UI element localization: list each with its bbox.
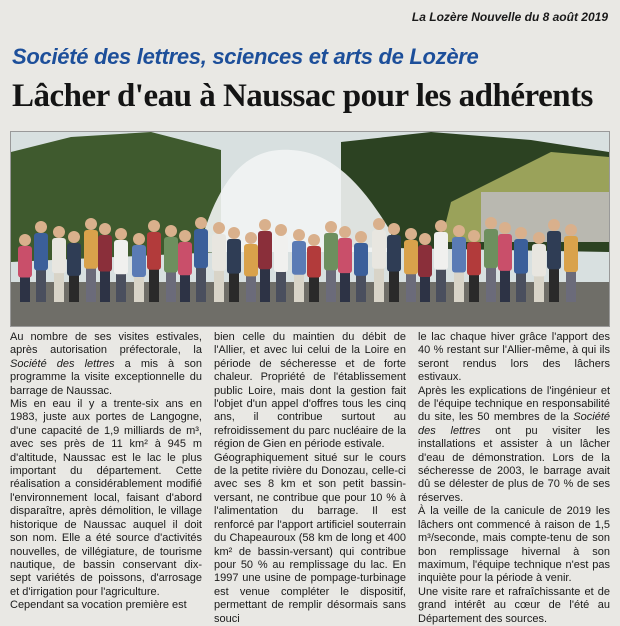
paragraph: le lac chaque hiver grâce l'apport des 40 % restant sur l'Allier-même, à qui ils seront rendus lors des lâchers estivaux.	[418, 331, 610, 384]
photo-crowd	[18, 217, 578, 302]
society-name: Société des lettres	[10, 357, 115, 370]
photo-person	[547, 219, 561, 302]
masthead	[0, 10, 608, 24]
photo-person	[194, 217, 208, 302]
article-column-1	[10, 331, 202, 612]
photo-illustration	[11, 132, 609, 326]
paragraph: Mis en eau il y a trente-six ans en 1983, juste aux portes de Langogne, d'une capacité de 1,9 milliards de m³, avec ses près de 11 km² à 945 m d'altitude, Naussac est le lac le plus important du département. Cette réalisation a considérablement modifié l'environnement local, faisant d'abord disparaître, après démolition, le village historique de Naussac auquel il doit son nom. Elle a été source d'activités nouvelles, de villégiature, de tourisme nautique, de bassin conservant dix-sept variétés de poissons, d'arrosage et d'irrigation pour l'agriculture.	[10, 398, 202, 598]
section-kicker: Société des lettres, sciences et arts de Lozère	[12, 44, 479, 69]
photo-person	[484, 217, 498, 302]
paragraph: Une visite rare et rafraîchissante et de grand intérêt au cœur de l'été au Département des sources.	[418, 585, 610, 625]
photo-person	[84, 218, 98, 302]
article-column-2	[214, 331, 406, 625]
photo-person	[147, 220, 161, 302]
group-photo	[10, 131, 610, 327]
paragraph: Au nombre de ses visites estivales, après autorisation préfectorale, la Société des lettres a mis à son programme la visite exceptionnelle du barrage de Naussac.	[10, 331, 202, 397]
photo-person	[258, 219, 272, 302]
paragraph: À la veille de la canicule de 2019 les lâchers ont commencé à raison de 1,5 m³/seconde, mais compte-tenu de son bon remplissage hivernal à son maximum, l'équipe technique n'est pas inquiète pour la période à venir.	[418, 505, 610, 585]
society-name: Société des lettres	[418, 411, 610, 437]
paragraph: Après les explications de l'ingénieur et de l'équipe technique en responsabilité du site, les 50 membres de la Société des lettres ont pu visiter les installations et assister à un lâcher d'eau de démonstration. Lors de la sécheresse de 2003, le barrage avait dû se délester de plus de 70 % de ses réserves.	[418, 384, 611, 504]
paragraph: Cependant sa vocation première est	[10, 599, 187, 612]
publication-name: La Lozère Nouvelle	[411, 10, 522, 24]
headline: Lâcher d'eau à Naussac pour les adhérents	[12, 78, 593, 114]
paragraph: bien celle du maintien du débit de l'Allier, et avec lui celui de la Loire en période de sécheresse et de forte chaleur. Propriété de l'établissement public Loire, mais dont la gestion fait l'objet d'un appel d'offres tous les cinq ans, il contribue surtout au refroidissement du parc nucléaire de la région de Gien en période estivale.	[214, 331, 406, 451]
paragraph: Géographiquement situé sur le cours de la petite rivière du Donozau, celle-ci avec ses 8 km et son petit bassin-versant, ne contribue que pour 10 % à l'alimentation du barrage. Il est renforcé par l'apport artificiel souterrain du Chapeauroux (58 km de long et 400 km² de bassin-versant) qui contribue pour 50 % au remplissage du lac. En 1997 une usine de pompage-turbinage est venue compléter le dispositif, permettant de remplir désormais sans souci	[214, 451, 406, 625]
publication-date: du 8 août 2019	[524, 10, 608, 24]
photo-person	[34, 221, 48, 302]
article-column-3	[418, 331, 611, 625]
article-body	[10, 331, 611, 625]
photo-person	[434, 220, 448, 302]
photo-person	[324, 221, 338, 302]
photo-person	[372, 218, 386, 302]
